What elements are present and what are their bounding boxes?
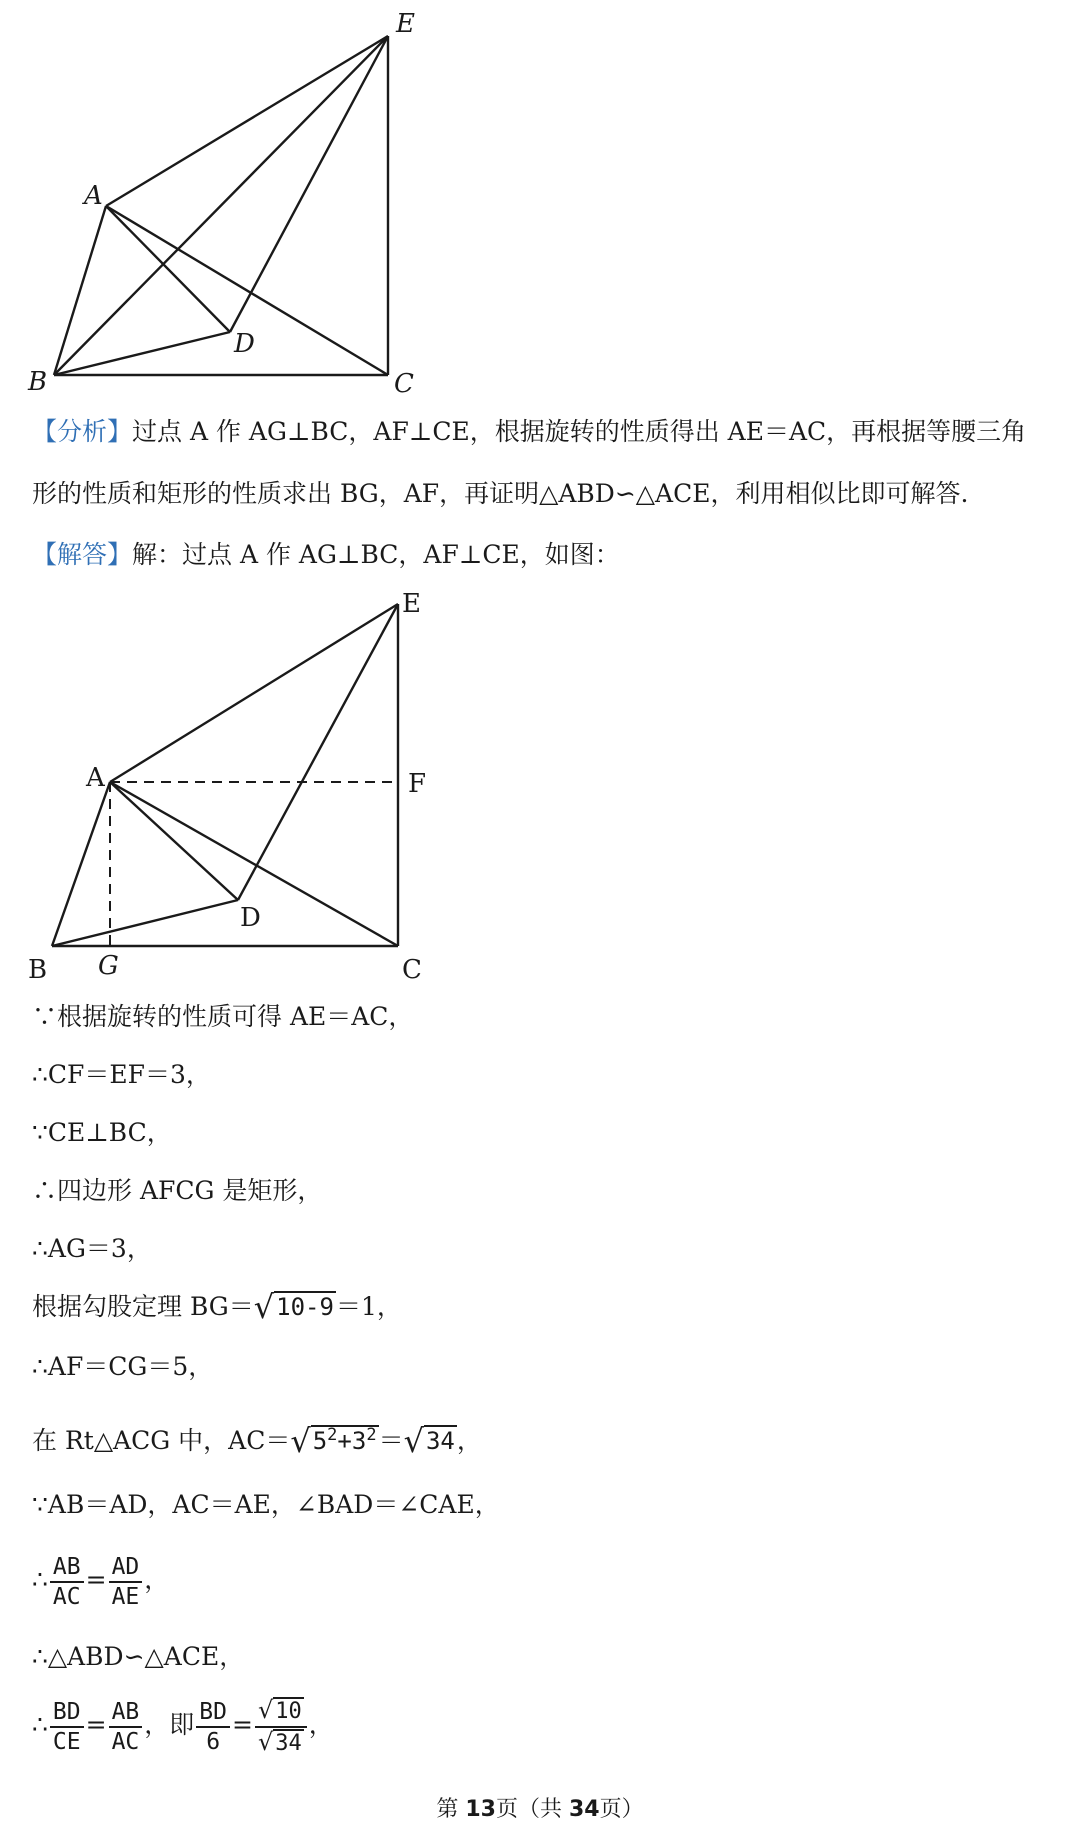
footer-pre: 第 [436, 1797, 466, 1822]
label-E: E [396, 9, 415, 39]
solution-intro-text: 解：过点 A 作 AG⊥BC，AF⊥CE，如图： [132, 540, 620, 569]
label-B: B [28, 367, 48, 397]
label-D: D [240, 903, 261, 933]
step-7: ∴AF＝CG＝5， [32, 1352, 214, 1381]
exp-2: 2 [327, 1425, 338, 1445]
equals-2: = [231, 1710, 253, 1739]
numerator: AB [50, 1553, 84, 1583]
fraction-AB-AC [109, 1698, 143, 1756]
radical-sign: √ [290, 1422, 311, 1460]
fraction-AB-AC [50, 1553, 84, 1611]
figure-1-svg [0, 0, 1080, 410]
total-pages: 34 [568, 1797, 600, 1822]
figure-1 [0, 0, 1080, 410]
sqrt-sum-squares [290, 1418, 378, 1458]
segment-BD [52, 900, 238, 946]
step-4: ∴四边形 AFCG 是矩形， [32, 1176, 323, 1205]
exp-2b: 2 [366, 1425, 377, 1445]
solution-intro [32, 538, 1060, 572]
fraction-BD-6 [196, 1698, 230, 1756]
denominator: √34 [257, 1727, 302, 1756]
numerator: AD [109, 1553, 143, 1583]
step-8 [32, 1418, 1060, 1458]
segment-AB [52, 782, 110, 946]
step-1: ∵根据旋转的性质可得 AE＝AC， [32, 1002, 414, 1031]
figure-2-svg [0, 590, 1080, 990]
radicand: 34 [425, 1427, 455, 1455]
numerator: √10 [255, 1696, 307, 1728]
radical-sign: √ [403, 1422, 424, 1460]
label-C: C [394, 369, 414, 399]
label-F: F [408, 769, 427, 799]
step-10-suffix: ， [144, 1565, 170, 1594]
label-C: C [402, 955, 422, 985]
plus-3: +3 [337, 1427, 367, 1455]
step-12-prefix: ∴ [32, 1710, 48, 1739]
numerator: BD [50, 1698, 84, 1728]
page-footer [0, 1792, 1080, 1823]
denominator: AE [111, 1583, 140, 1610]
fraction-AD-AE [109, 1553, 143, 1611]
fraction-sqrt10-sqrt34 [255, 1696, 307, 1758]
equals: ＝ [378, 1426, 404, 1455]
label-G: G [98, 951, 119, 981]
denominator: 6 [206, 1728, 221, 1755]
segment-BD [54, 332, 230, 375]
step-8-suffix: ， [456, 1426, 482, 1455]
label-B: B [28, 955, 48, 985]
label-D: D [234, 329, 255, 359]
step-3: ∵CE⊥BC， [32, 1118, 172, 1147]
segment-DE [230, 36, 388, 332]
step-10-prefix: ∴ [32, 1565, 48, 1594]
step-6-suffix: ＝1， [335, 1292, 402, 1321]
footer-mid: 页（共 [495, 1797, 569, 1822]
numerator: AB [109, 1698, 143, 1728]
segment-DE [238, 604, 398, 900]
label-A: A [86, 763, 105, 793]
step-8-prefix: 在 Rt△ACG 中，AC＝ [32, 1426, 291, 1455]
radicand: 34 [275, 1730, 302, 1756]
analysis-text-2: 形的性质和矩形的性质求出 BG，AF，再证明△ABD∽△ACE，利用相似比即可解答. [32, 479, 969, 508]
label-E: E [402, 589, 421, 619]
segment-AE [110, 604, 398, 782]
step-12 [32, 1690, 1060, 1760]
radicand [311, 1425, 379, 1455]
step-9: ∵AB＝AD，AC＝AE，∠BAD＝∠CAE， [32, 1490, 500, 1519]
radical-sign: √ [253, 1288, 275, 1326]
equals: = [85, 1565, 107, 1594]
analysis-tag: 【分析】 [32, 417, 133, 446]
label-A: A [84, 181, 103, 211]
segment-AD [110, 782, 238, 900]
footer-post: 页） [599, 1797, 644, 1822]
step-12-mid: ，即 [144, 1710, 195, 1739]
step-12-suffix: ， [308, 1710, 334, 1739]
analysis-line-1 [32, 415, 1060, 449]
step-5: ∴AG＝3， [32, 1234, 152, 1263]
solution-tag: 【解答】 [32, 540, 133, 569]
step-6-prefix: 根据勾股定理 BG＝ [32, 1292, 254, 1321]
denominator: AC [52, 1583, 81, 1610]
sqrt-10-minus-9 [254, 1290, 336, 1324]
page-number: 13 [465, 1797, 496, 1822]
fraction-BD-CE [50, 1698, 84, 1756]
radicand: 10-9 [276, 1293, 334, 1321]
equals: = [85, 1710, 107, 1739]
numerator: BD [196, 1698, 230, 1728]
step-6 [32, 1290, 1060, 1324]
analysis-line-2 [32, 477, 1060, 511]
denominator: AC [111, 1728, 140, 1755]
step-2: ∴CF＝EF＝3， [32, 1060, 211, 1089]
step-10 [32, 1548, 1060, 1612]
sqrt-34 [404, 1424, 457, 1458]
base-5: 5 [312, 1427, 328, 1455]
figure-2 [0, 590, 1080, 990]
analysis-text-1: 过点 A 作 AG⊥BC，AF⊥CE，根据旋转的性质得出 AE＝AC，再根据等腰三角 [132, 417, 1027, 446]
step-11: ∴△ABD∽△ACE， [32, 1642, 245, 1671]
denominator: CE [52, 1728, 81, 1755]
radicand: 10 [275, 1698, 302, 1724]
